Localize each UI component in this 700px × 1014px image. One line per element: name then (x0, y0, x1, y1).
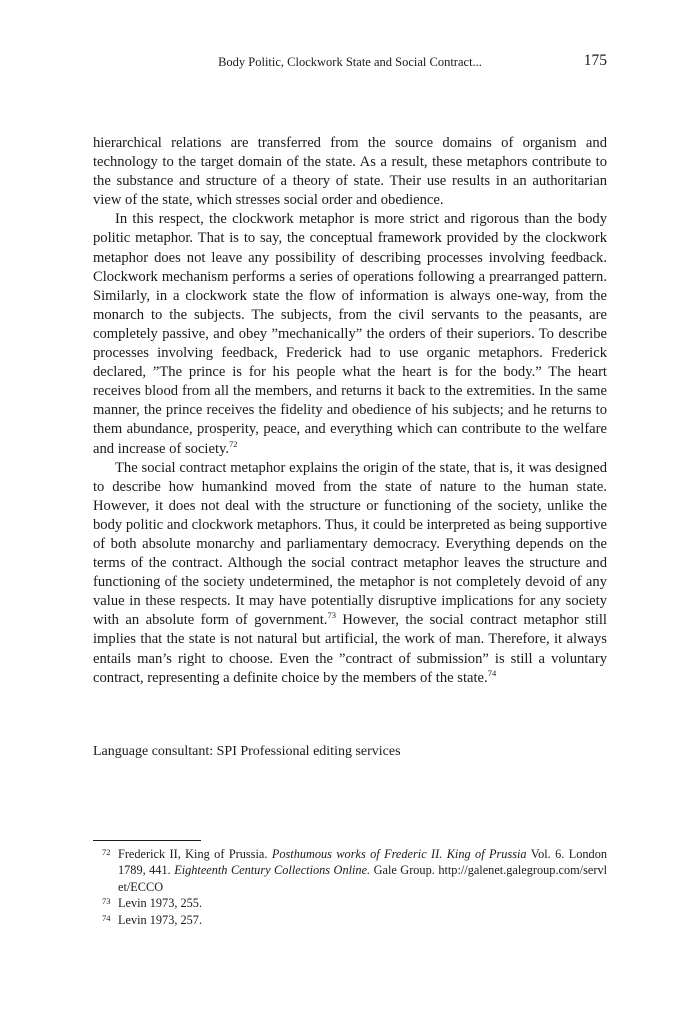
footnotes (93, 846, 607, 928)
footnote-details: Vol. 6. London 1789, 441. (118, 847, 607, 878)
footnote-author: Frederick II, King of Prussia. (118, 847, 268, 861)
footnote-collection: Eighteenth Century Collections Online. (174, 863, 371, 878)
paragraph-1 (93, 134, 607, 210)
footnote-72 (93, 846, 607, 895)
page-number: 175 (583, 52, 607, 69)
footnote-number: 74 (102, 912, 111, 923)
footnote-73 (93, 895, 607, 911)
footnote-text: Levin 1973, 255. (118, 896, 203, 911)
paragraph-2-text: In this respect, the clockwork metaphor is more strict and rigorous than the body politic metaphor. That is to say, the conceptual framework provided by the clockwork metaphor does not leave any possibility of describing processes involving feedback. Clockwork mechanism performs a series of operations following a prearranged pattern. Similarly, in a clockwork state the flow of information is always one-way, from the monarch to the subjects. The subjects, from the civil servants to the peasants, are completely passive, and obey ”mechanically” the orders of their superiors. To describe processes involving feedback, Frederick had to use organic metaphors. Frederick declared, ”The prince is for his people what the heart is for the body.” The heart receives blood from all the members, and returns it back to the extremities. In the same manner, the prince receives the fidelity and obedience of his subjects; and he returns to them abundance, prosperity, peace, and everything which can contribute to the welfare and increase of society. (93, 211, 607, 457)
footnote-url-link[interactable]: http://galenet.galegroup.com/servlet/ECCO (118, 863, 608, 894)
paragraph-2 (93, 210, 607, 458)
paragraph-3 (93, 459, 607, 688)
footnote-number: 73 (102, 896, 111, 907)
footnote-ref-74[interactable]: 74 (487, 667, 497, 678)
footnote-publisher: Gale Group. (373, 863, 435, 878)
footnote-ref-72[interactable]: 72 (229, 438, 238, 449)
footnote-74 (93, 912, 607, 928)
language-consultant-note: Language consultant: SPI Professional editing services (93, 744, 401, 759)
paragraph-3-text-a: The social contract metaphor explains the origin of the state, that is, it was designed to describe how humankind moved from the state of nature to the human state. However, it does not deal with the structure or functioning of the society, unlike the body politic and clockwork metaphors. Thus, it could be interpreted as being supportive of both absolute monarchy and parliamentary democracy. Everything depends on the terms of the contract. Although the social contract metaphor leaves the structure and functioning of the society undetermined, the metaphor is not completely devoid of any value in these respects. It may have potentially disruptive implications for any society with an absolute form of government. (93, 459, 607, 629)
running-title: Body Politic, Clockwork State and Social Contract... (218, 55, 482, 69)
running-header (93, 52, 607, 74)
footnote-divider (93, 840, 201, 841)
footnote-number: 72 (102, 847, 111, 857)
paragraph-1-text: hierarchical relations are transferred from the source domains of organism and technology to the target domain of the state. As a result, these metaphors contribute to the substance and structure of a theory of state. Their use results in an authoritarian view of the state, which stresses social order and obedience. (93, 135, 607, 209)
body-text (93, 134, 607, 688)
footnote-title: Posthumous works of Frederic II. King of Prussia (271, 847, 527, 861)
footnote-text: Levin 1973, 257. (118, 912, 203, 927)
footnote-ref-73[interactable]: 73 (327, 610, 336, 621)
paragraph-3-text-b: However, the social contract metaphor still implies that the state is not natural but artificial, the work of man. Therefore, it always entails man’s right to choose. Even the ”contract of submission” is still a voluntary contract, representing a definite choice by the members of the state. (93, 612, 607, 686)
